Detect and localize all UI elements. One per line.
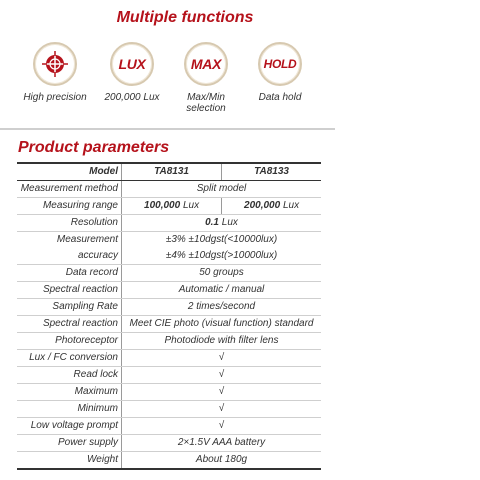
table-row bbox=[17, 282, 321, 299]
row-value: Photodiode with filter lens bbox=[122, 333, 322, 350]
table-header-row bbox=[17, 163, 321, 181]
row-label: Photoreceptor bbox=[17, 333, 122, 350]
table-row bbox=[17, 248, 321, 265]
table-row bbox=[17, 316, 321, 333]
row-label: Lux / FC conversion bbox=[17, 350, 122, 367]
crosshair-icon bbox=[33, 42, 77, 86]
badge-text: LUX bbox=[118, 56, 146, 72]
row-value: ±3% ±10dgst(<10000lux) bbox=[165, 234, 278, 245]
row-label: Maximum bbox=[17, 384, 122, 401]
row-value: 2×1.5V AAA battery bbox=[122, 435, 322, 452]
range-unit: Lux bbox=[182, 200, 200, 211]
header-col-ta8131: TA8131 bbox=[122, 163, 222, 181]
row-label: accuracy bbox=[17, 248, 122, 265]
row-label: Weight bbox=[17, 452, 122, 470]
badge-text: HOLD bbox=[263, 57, 297, 71]
row-label: Power supply bbox=[17, 435, 122, 452]
feature-label: Max/Min selection bbox=[186, 92, 226, 114]
row-value: √ bbox=[122, 401, 322, 418]
row-label: Read lock bbox=[17, 367, 122, 384]
table-row bbox=[17, 401, 321, 418]
feature-label: Data hold bbox=[258, 92, 302, 103]
row-label: Minimum bbox=[17, 401, 122, 418]
row-label: Measurement method bbox=[17, 181, 122, 198]
resolution-unit: Lux bbox=[221, 217, 238, 228]
multiple-functions-title: Multiple functions bbox=[116, 9, 254, 26]
row-label: Resolution bbox=[17, 215, 122, 232]
table-row bbox=[17, 452, 321, 470]
resolution-number: 0.1 bbox=[205, 217, 219, 228]
badge-text: MAX bbox=[190, 56, 222, 72]
row-value: About 180g bbox=[122, 452, 322, 470]
header-label: Model bbox=[17, 163, 122, 181]
product-parameters-title: Product parameters bbox=[18, 139, 170, 156]
row-value: √ bbox=[122, 350, 322, 367]
row-label: Low voltage prompt bbox=[17, 418, 122, 435]
range-unit: Lux bbox=[282, 200, 300, 211]
row-value: √ bbox=[122, 384, 322, 401]
row-value: Automatic / manual bbox=[122, 282, 322, 299]
table-row bbox=[17, 384, 321, 401]
feature-label: 200,000 Lux bbox=[104, 92, 160, 103]
range-number: 100,000 bbox=[144, 200, 181, 211]
row-value: 50 groups bbox=[122, 265, 322, 282]
table-row bbox=[17, 265, 321, 282]
table-row bbox=[17, 232, 321, 249]
feature-label: High precision bbox=[23, 92, 87, 103]
table-row bbox=[17, 418, 321, 435]
row-value: Split model bbox=[122, 181, 322, 198]
row-value: Meet CIE photo (visual function) standard bbox=[122, 316, 322, 333]
feature-max-min bbox=[166, 42, 246, 114]
table-row bbox=[17, 435, 321, 452]
feature-high-precision bbox=[15, 42, 95, 103]
table-row bbox=[17, 350, 321, 367]
row-value-ta8133 bbox=[222, 198, 321, 215]
max-badge-icon bbox=[184, 42, 228, 86]
parameters-table bbox=[17, 162, 321, 470]
hold-badge-icon bbox=[258, 42, 302, 86]
row-label: Spectral reaction bbox=[17, 282, 122, 299]
row-value bbox=[122, 215, 322, 232]
feature-data-hold bbox=[240, 42, 320, 103]
feature-lux bbox=[92, 42, 172, 103]
row-label: Measurement bbox=[17, 232, 122, 249]
table-row bbox=[17, 299, 321, 316]
table-row bbox=[17, 333, 321, 350]
row-value: √ bbox=[122, 367, 322, 384]
row-label: Sampling Rate bbox=[17, 299, 122, 316]
row-value: 2 times/second bbox=[122, 299, 322, 316]
table-row bbox=[17, 367, 321, 384]
row-value: √ bbox=[122, 418, 322, 435]
section-divider bbox=[0, 128, 335, 130]
row-value: ±4% ±10dgst(>10000lux) bbox=[122, 248, 322, 265]
row-value-ta8131 bbox=[122, 198, 222, 215]
table-row bbox=[17, 181, 321, 198]
row-label: Spectral reaction bbox=[17, 316, 122, 333]
header-col-ta8133: TA8133 bbox=[222, 163, 321, 181]
row-label: Data record bbox=[17, 265, 122, 282]
lux-badge-icon bbox=[110, 42, 154, 86]
table-row bbox=[17, 198, 321, 215]
range-number: 200,000 bbox=[244, 200, 281, 211]
table-row bbox=[17, 215, 321, 232]
row-label: Measuring range bbox=[17, 198, 122, 215]
